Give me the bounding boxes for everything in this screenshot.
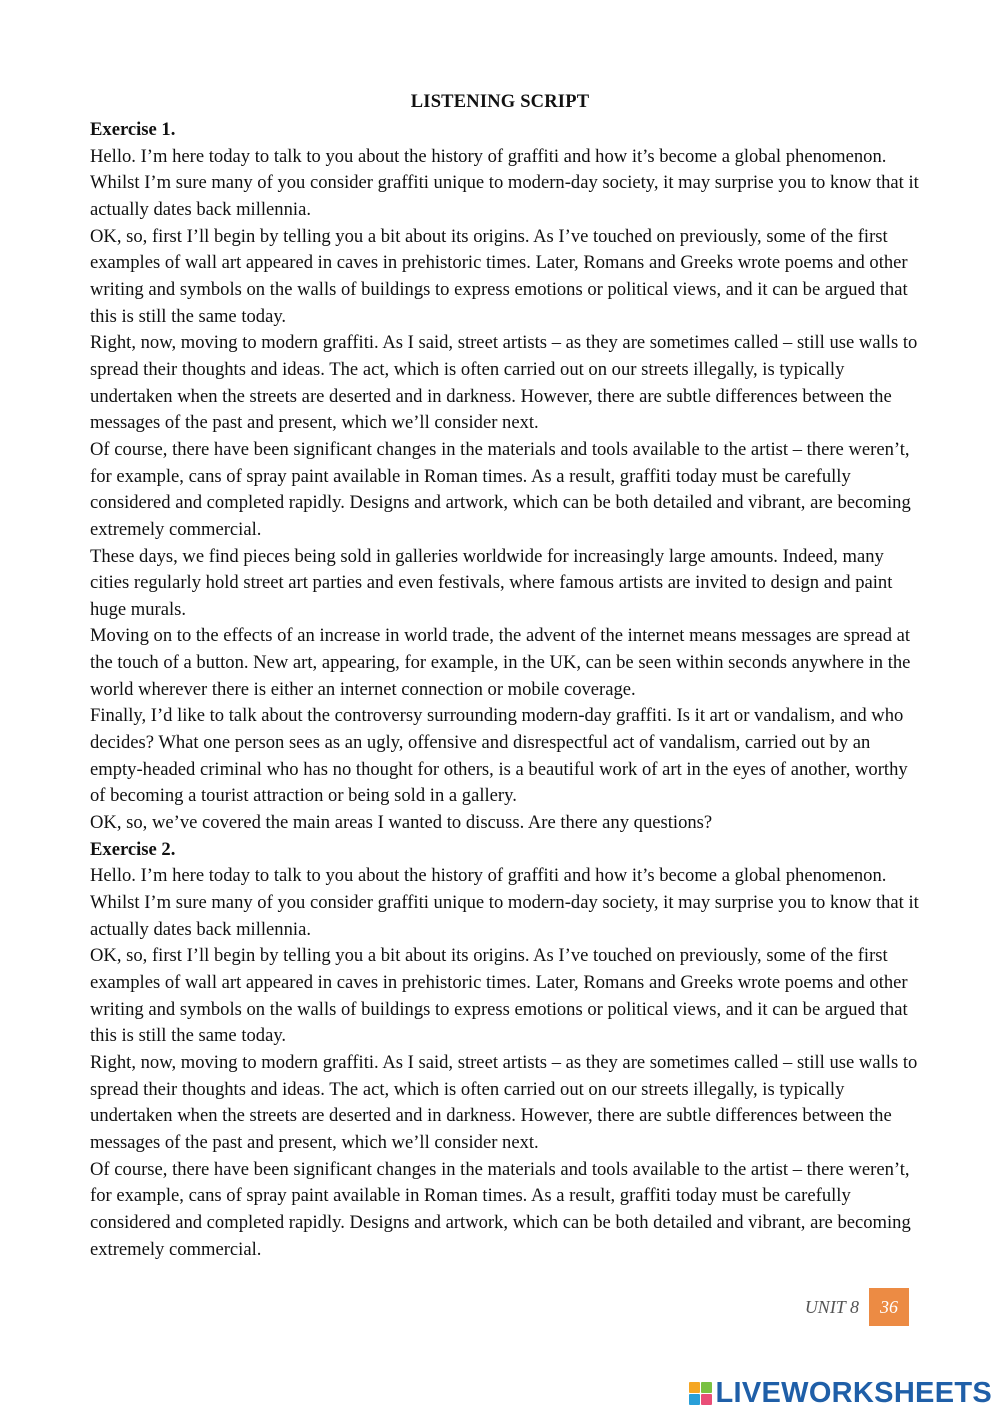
script-paragraph: Finally, I’d like to talk about the controversy surrounding modern-day graffiti. Is it art or vandalism, and who decides? What one person sees as an ugly, offensive and disrespectful act of vandalism, carried out by an empty-headed criminal who has no thought for others, is a beautiful work of art in the eyes of another, worthy of becoming a tourist attraction or being sold in a gallery. bbox=[90, 705, 908, 807]
script-paragraph: These days, we find pieces being sold in galleries worldwide for increasingly large amounts. Indeed, many cities regularly hold street art parties and even festivals, where famous artists are invited to design and paint huge murals. bbox=[90, 545, 893, 620]
script-paragraph: Moving on to the effects of an increase in world trade, the advent of the internet means messages are spread at the touch of a button. New art, appearing, for example, in the UK, can be seen within seconds anywhere in the world wherever there is either an internet connection or mobile coverage. bbox=[90, 625, 911, 700]
page-number-badge: 36 bbox=[869, 1288, 909, 1326]
page-title: LISTENING SCRIPT bbox=[410, 92, 590, 112]
liveworksheets-logo-icon bbox=[689, 1382, 712, 1405]
watermark-text: LIVEWORKSHEETS bbox=[715, 1376, 992, 1409]
logo-square bbox=[701, 1382, 712, 1393]
script-paragraph: Right, now, moving to modern graffiti. As I said, street artists – as they are sometimes called – still use walls to spread their thoughts and ideas. The act, which is often carried out on our streets illegally, is typically undertaken when the streets are deserted and in darkness. However, there are subtle differences between the messages of the past and present, which we’ll consider next. bbox=[90, 332, 918, 434]
page-footer bbox=[805, 1288, 909, 1326]
script-paragraph: Of course, there have been significant changes in the materials and tools available to the artist – there weren’t, for example, cans of spray paint available in Roman times. As a result, graffiti today must be carefully considered and completed rapidly. Designs and artwork, which can be both detailed and vibrant, are becoming extremely commercial. bbox=[90, 1158, 911, 1260]
exercise-heading: Exercise 2. bbox=[90, 838, 176, 860]
script-paragraph: OK, so, we’ve covered the main areas I wanted to discuss. Are there any questions? bbox=[90, 812, 713, 834]
script-paragraph: Right, now, moving to modern graffiti. As I said, street artists – as they are sometimes called – still use walls to spread their thoughts and ideas. The act, which is often carried out on our streets illegally, is typically undertaken when the streets are deserted and in darkness. However, there are subtle differences between the messages of the past and present, which we’ll consider next. bbox=[90, 1051, 918, 1153]
script-paragraph: Hello. I’m here today to talk to you about the history of graffiti and how it’s become a global phenomenon. Whilst I’m sure many of you consider graffiti unique to modern-day society, it may surprise you to know that it actually dates back millennia. bbox=[90, 865, 919, 940]
unit-label: UNIT 8 bbox=[804, 1296, 859, 1317]
logo-square bbox=[689, 1394, 700, 1405]
liveworksheets-watermark[interactable] bbox=[689, 1378, 993, 1408]
script-paragraph: OK, so, first I’ll begin by telling you a bit about its origins. As I’ve touched on previously, some of the first examples of wall art appeared in caves in prehistoric times. Later, Romans and Greeks wrote poems and other writing and symbols on the walls of buildings to express emotions or political views, and it can be argued that this is still the same today. bbox=[90, 225, 908, 327]
script-paragraph: Hello. I’m here today to talk to you about the history of graffiti and how it’s become a global phenomenon. Whilst I’m sure many of you consider graffiti unique to modern-day society, it may surprise you to know that it actually dates back millennia. bbox=[90, 145, 919, 220]
script-paragraph: OK, so, first I’ll begin by telling you a bit about its origins. As I’ve touched on previously, some of the first examples of wall art appeared in caves in prehistoric times. Later, Romans and Greeks wrote poems and other writing and symbols on the walls of buildings to express emotions or political views, and it can be argued that this is still the same today. bbox=[90, 945, 908, 1047]
exercise-heading: Exercise 1. bbox=[90, 119, 176, 140]
script-paragraph: Of course, there have been significant changes in the materials and tools available to the artist – there weren’t, for example, cans of spray paint available in Roman times. As a result, graffiti today must be carefully considered and completed rapidly. Designs and artwork, which can be both detailed and vibrant, are becoming extremely commercial. bbox=[90, 438, 911, 540]
logo-square bbox=[689, 1382, 700, 1393]
listening-script-content bbox=[90, 117, 920, 1263]
logo-square bbox=[701, 1394, 712, 1405]
